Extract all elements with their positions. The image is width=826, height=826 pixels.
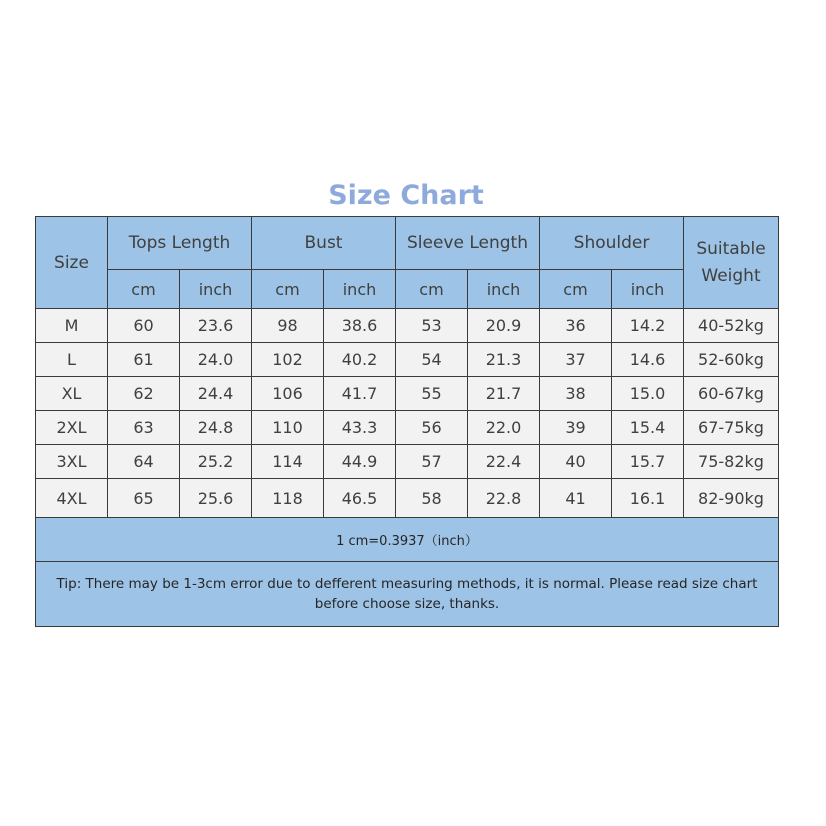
cell-size: 3XL bbox=[36, 445, 108, 479]
unit-inch: inch bbox=[180, 270, 252, 309]
cell-bust-inch: 44.9 bbox=[324, 445, 396, 479]
header-row bbox=[36, 217, 779, 270]
cell-shoulder-inch: 14.6 bbox=[612, 343, 684, 377]
cell-bust-cm: 114 bbox=[252, 445, 324, 479]
cell-sleeve-inch: 22.8 bbox=[468, 479, 540, 518]
cell-weight: 60-67kg bbox=[684, 377, 779, 411]
cell-sleeve-cm: 55 bbox=[396, 377, 468, 411]
tip-row bbox=[36, 562, 779, 627]
cell-sleeve-cm: 58 bbox=[396, 479, 468, 518]
cell-tops-inch: 24.4 bbox=[180, 377, 252, 411]
conversion-note: 1 cm=0.3937（inch） bbox=[36, 518, 779, 562]
cell-size: XL bbox=[36, 377, 108, 411]
cell-weight: 67-75kg bbox=[684, 411, 779, 445]
cell-shoulder-cm: 36 bbox=[540, 309, 612, 343]
cell-sleeve-cm: 53 bbox=[396, 309, 468, 343]
cell-tops-cm: 64 bbox=[108, 445, 180, 479]
cell-sleeve-inch: 22.0 bbox=[468, 411, 540, 445]
cell-sleeve-inch: 22.4 bbox=[468, 445, 540, 479]
table-row bbox=[36, 479, 779, 518]
cell-tops-inch: 25.2 bbox=[180, 445, 252, 479]
cell-shoulder-cm: 38 bbox=[540, 377, 612, 411]
cell-tops-inch: 25.6 bbox=[180, 479, 252, 518]
cell-sleeve-cm: 54 bbox=[396, 343, 468, 377]
cell-bust-inch: 46.5 bbox=[324, 479, 396, 518]
header-shoulder: Shoulder bbox=[540, 217, 684, 270]
table-row bbox=[36, 411, 779, 445]
cell-weight: 40-52kg bbox=[684, 309, 779, 343]
cell-weight: 52-60kg bbox=[684, 343, 779, 377]
cell-tops-inch: 23.6 bbox=[180, 309, 252, 343]
header-sleeve-length: Sleeve Length bbox=[396, 217, 540, 270]
cell-tops-cm: 62 bbox=[108, 377, 180, 411]
cell-bust-inch: 38.6 bbox=[324, 309, 396, 343]
unit-cm: cm bbox=[108, 270, 180, 309]
table-row bbox=[36, 445, 779, 479]
cell-sleeve-inch: 20.9 bbox=[468, 309, 540, 343]
cell-sleeve-inch: 21.3 bbox=[468, 343, 540, 377]
cell-tops-cm: 65 bbox=[108, 479, 180, 518]
cell-size: L bbox=[36, 343, 108, 377]
cell-size: 4XL bbox=[36, 479, 108, 518]
conversion-row bbox=[36, 518, 779, 562]
header-bust: Bust bbox=[252, 217, 396, 270]
unit-cm: cm bbox=[540, 270, 612, 309]
cell-sleeve-cm: 57 bbox=[396, 445, 468, 479]
cell-bust-inch: 43.3 bbox=[324, 411, 396, 445]
table-row bbox=[36, 309, 779, 343]
cell-size: M bbox=[36, 309, 108, 343]
cell-shoulder-cm: 40 bbox=[540, 445, 612, 479]
cell-shoulder-inch: 16.1 bbox=[612, 479, 684, 518]
unit-cm: cm bbox=[252, 270, 324, 309]
cell-tops-inch: 24.8 bbox=[180, 411, 252, 445]
cell-tops-cm: 63 bbox=[108, 411, 180, 445]
cell-size: 2XL bbox=[36, 411, 108, 445]
unit-inch: inch bbox=[324, 270, 396, 309]
unit-inch: inch bbox=[468, 270, 540, 309]
header-size: Size bbox=[36, 217, 108, 309]
header-suitable-weight bbox=[684, 217, 779, 309]
cell-bust-cm: 98 bbox=[252, 309, 324, 343]
header-tops-length: Tops Length bbox=[108, 217, 252, 270]
cell-sleeve-inch: 21.7 bbox=[468, 377, 540, 411]
page-title: Size Chart bbox=[328, 180, 484, 211]
table-row bbox=[36, 343, 779, 377]
cell-bust-cm: 106 bbox=[252, 377, 324, 411]
cell-bust-inch: 41.7 bbox=[324, 377, 396, 411]
cell-weight: 75-82kg bbox=[684, 445, 779, 479]
cell-shoulder-cm: 39 bbox=[540, 411, 612, 445]
unit-row bbox=[36, 270, 779, 309]
cell-tops-inch: 24.0 bbox=[180, 343, 252, 377]
cell-tops-cm: 60 bbox=[108, 309, 180, 343]
cell-shoulder-cm: 41 bbox=[540, 479, 612, 518]
cell-shoulder-inch: 15.4 bbox=[612, 411, 684, 445]
cell-shoulder-inch: 15.0 bbox=[612, 377, 684, 411]
cell-weight: 82-90kg bbox=[684, 479, 779, 518]
tip-note: Tip: There may be 1-3cm error due to defferent measuring methods, it is normal. Please read size chart before choose size, thanks. bbox=[36, 562, 779, 627]
header-weight-line1: Suitable bbox=[696, 238, 766, 259]
cell-bust-cm: 102 bbox=[252, 343, 324, 377]
size-chart-table bbox=[35, 216, 779, 627]
cell-shoulder-inch: 15.7 bbox=[612, 445, 684, 479]
cell-sleeve-cm: 56 bbox=[396, 411, 468, 445]
unit-cm: cm bbox=[396, 270, 468, 309]
cell-bust-cm: 110 bbox=[252, 411, 324, 445]
cell-bust-cm: 118 bbox=[252, 479, 324, 518]
header-weight-line2: Weight bbox=[701, 265, 761, 286]
table-row bbox=[36, 377, 779, 411]
cell-shoulder-inch: 14.2 bbox=[612, 309, 684, 343]
cell-shoulder-cm: 37 bbox=[540, 343, 612, 377]
unit-inch: inch bbox=[612, 270, 684, 309]
cell-tops-cm: 61 bbox=[108, 343, 180, 377]
cell-bust-inch: 40.2 bbox=[324, 343, 396, 377]
